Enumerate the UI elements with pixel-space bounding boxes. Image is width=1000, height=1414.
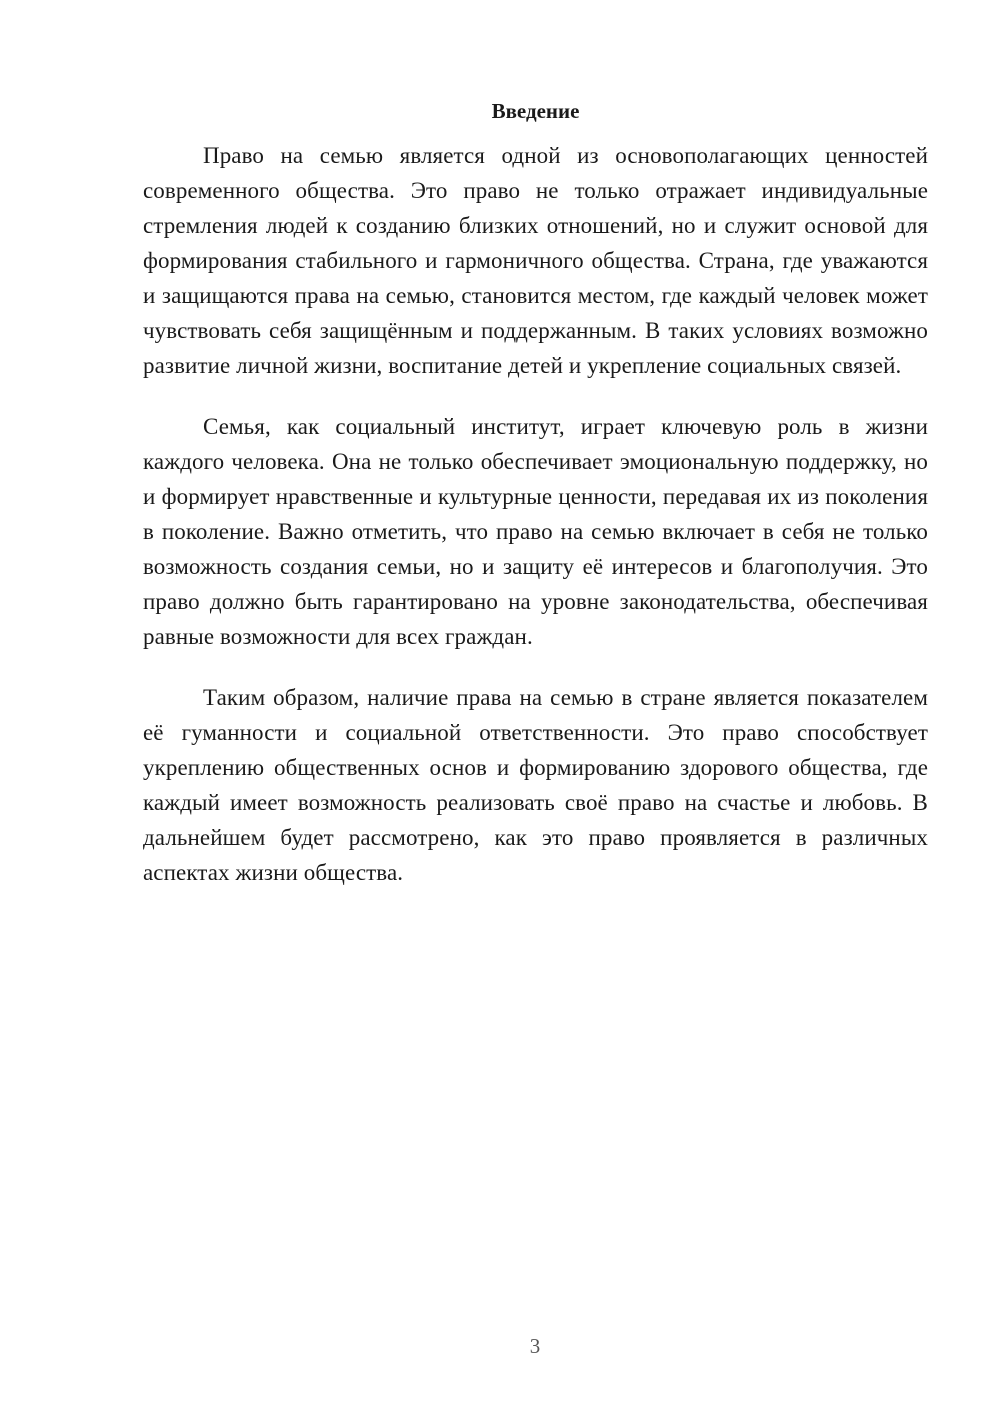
page-content xyxy=(143,96,928,916)
paragraph-3: Таким образом, наличие права на семью в стране является показателем её гуманности и социальной ответственности. Это право способствует укреплению общественных основ и формированию здорового общества, где каждый имеет возможность реализовать своё право на счастье и любовь. В дальнейшем будет рассмотрено, как это право проявляется в различных аспектах жизни общества. xyxy=(143,685,928,885)
paragraph-1: Право на семью является одной из основополагающих ценностей современного общества. Это право не только отражает индивидуальные стремления людей к созданию близких отношений, но и служит основой для формирования стабильного и гармоничного общества. Страна, где уважаются и защищаются права на семью, становится местом, где каждый человек может чувствовать себя защищённым и поддержанным. В таких условиях возможно развитие личной жизни, воспитание детей и укрепление социальных связей. xyxy=(143,143,928,378)
paragraph-2: Семья, как социальный институт, играет ключевую роль в жизни каждого человека. Она не только обеспечивает эмоциональную поддержку, но и формирует нравственные и культурные ценности, передавая их из поколения в поколение. Важно отметить, что право на семью включает в себя не только возможность создания семьи, но и защиту её интересов и благополучия. Это право должно быть гарантировано на уровне законодательства, обеспечивая равные возможности для всех граждан. xyxy=(143,414,928,649)
section-heading: Введение xyxy=(491,99,580,123)
page-number: 3 xyxy=(529,1334,541,1358)
